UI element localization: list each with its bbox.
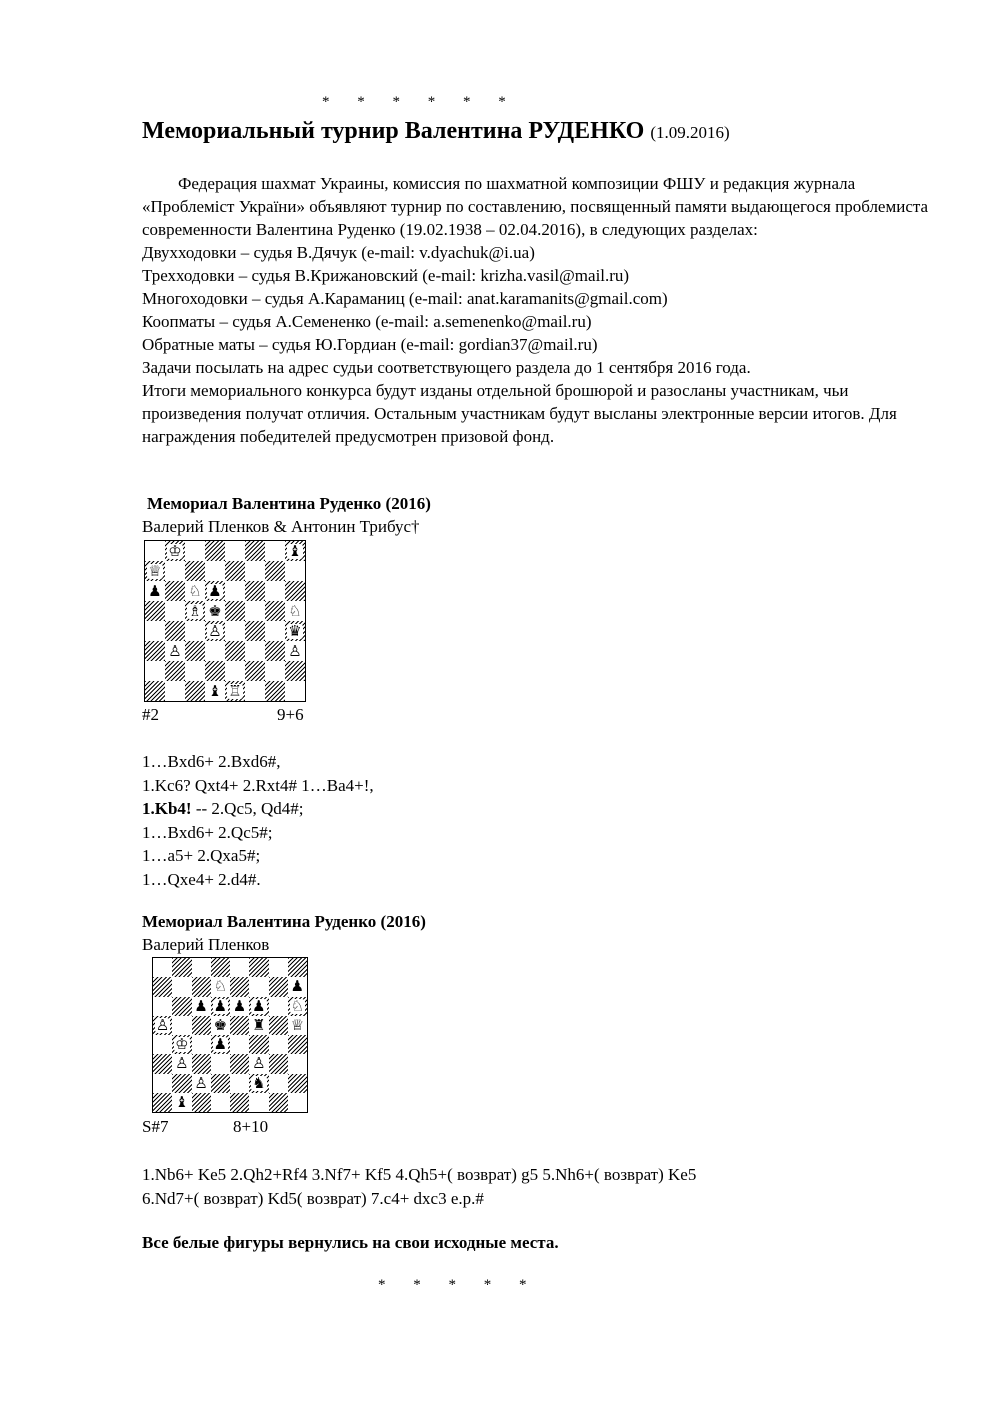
board-square xyxy=(245,581,265,601)
problem2-solution xyxy=(142,1163,696,1210)
board-square xyxy=(269,1016,288,1035)
board-square xyxy=(165,681,185,701)
board-square xyxy=(165,601,185,621)
board-square xyxy=(192,1093,211,1112)
board-square xyxy=(172,997,191,1016)
board-square xyxy=(288,1093,307,1112)
board-square xyxy=(230,958,249,977)
black-pawn-icon: ♟ xyxy=(290,977,305,996)
board-square xyxy=(185,641,205,661)
board-square xyxy=(225,601,245,621)
white-pawn-icon: ♙ xyxy=(175,1054,189,1073)
board-square xyxy=(211,1035,230,1054)
board-square xyxy=(192,997,211,1016)
board-square xyxy=(245,681,265,701)
white-pawn-icon: ♙ xyxy=(168,641,182,660)
white-knight-icon: ♘ xyxy=(288,601,302,620)
board-square xyxy=(185,681,205,701)
board-square xyxy=(172,958,191,977)
board-square xyxy=(145,681,165,701)
problem1-material: 9+6 xyxy=(277,705,304,724)
solution-line: 1…a5+ 2.Qxa5#; xyxy=(142,846,261,865)
deadline-text: Задачи посылать на адрес судьи соответствующего раздела до 1 сентября 2016 года. xyxy=(142,358,751,377)
solution-line: 1…Bxd6+ 2.Qc5#; xyxy=(142,822,273,842)
board-square xyxy=(165,641,185,661)
board-square xyxy=(285,581,305,601)
board-square xyxy=(145,621,165,641)
white-knight-icon: ♘ xyxy=(188,581,202,600)
board-square xyxy=(172,1035,191,1054)
board-square xyxy=(153,1016,172,1035)
board-square xyxy=(185,661,205,681)
board-square xyxy=(165,621,185,641)
black-king-icon: ♚ xyxy=(213,1015,228,1034)
board-square xyxy=(145,581,165,601)
board-square xyxy=(153,997,172,1016)
black-pawn-icon: ♟ xyxy=(194,996,208,1015)
board-square xyxy=(145,541,165,561)
board-square xyxy=(269,1035,288,1054)
board-square xyxy=(225,641,245,661)
board-square xyxy=(185,541,205,561)
board-square xyxy=(285,541,305,561)
board-square xyxy=(269,1093,288,1112)
section-line: Многоходовки – судья А.Караманиц (e-mail: anat.karamanits@gmail.com) xyxy=(142,289,668,308)
board-square xyxy=(211,1016,230,1035)
board-square xyxy=(165,661,185,681)
board-square xyxy=(245,541,265,561)
board-square xyxy=(269,958,288,977)
board-square xyxy=(245,661,265,681)
board-square xyxy=(230,1016,249,1035)
board-square xyxy=(172,1016,191,1035)
board-square xyxy=(165,541,185,561)
black-king-icon: ♚ xyxy=(208,601,222,620)
board-square xyxy=(288,1074,307,1093)
board-square xyxy=(172,1054,191,1073)
board-square xyxy=(230,997,249,1016)
black-pawn-icon: ♟ xyxy=(252,996,266,1015)
black-queen-icon: ♛ xyxy=(288,621,302,640)
board-square xyxy=(285,621,305,641)
stars-bottom: * * * * * xyxy=(378,1277,539,1293)
board-square xyxy=(269,1054,288,1073)
black-pawn-icon: ♟ xyxy=(232,996,247,1015)
board-square xyxy=(153,1054,172,1073)
white-pawn-icon: ♙ xyxy=(252,1054,266,1073)
board-square xyxy=(145,561,165,581)
black-pawn-icon: ♟ xyxy=(148,581,162,600)
announcement xyxy=(142,172,932,448)
section-line: Коопматы – судья А.Семененко (e-mail: a.semenenko@mail.ru) xyxy=(142,312,592,331)
board-square xyxy=(288,1016,307,1035)
board-square xyxy=(205,641,225,661)
board-square xyxy=(225,621,245,641)
white-rook-icon: ♖ xyxy=(228,681,242,700)
board-square xyxy=(225,541,245,561)
black-pawn-icon: ♟ xyxy=(213,1035,228,1054)
problem2-authors: Валерий Пленков xyxy=(142,935,270,954)
board-square xyxy=(145,601,165,621)
board-square xyxy=(249,977,268,996)
board-square xyxy=(230,1093,249,1112)
board-square xyxy=(265,561,285,581)
white-king-icon: ♔ xyxy=(175,1035,189,1054)
board-square xyxy=(285,661,305,681)
board-square xyxy=(285,561,305,581)
white-queen-icon: ♕ xyxy=(148,561,162,580)
problem1-solution xyxy=(142,750,374,891)
board-square xyxy=(192,977,211,996)
board-square xyxy=(249,997,268,1016)
board-square xyxy=(165,561,185,581)
white-bishop-icon: ♗ xyxy=(188,601,202,620)
board-square xyxy=(225,681,245,701)
board-square xyxy=(211,1054,230,1073)
black-bishop-icon: ♝ xyxy=(208,681,222,700)
solution-line: 1.Kc6? Qxt4+ 2.Rxt4# 1…Ba4+!, xyxy=(142,775,374,795)
board-square xyxy=(192,1054,211,1073)
board-square xyxy=(205,541,225,561)
problem2-note: Все белые фигуры вернулись на свои исходные места. xyxy=(142,1233,559,1252)
board-square xyxy=(269,997,288,1016)
board-square xyxy=(265,661,285,681)
board-square xyxy=(185,601,205,621)
white-knight-icon: ♘ xyxy=(213,977,228,996)
board-square xyxy=(249,1035,268,1054)
black-knight-icon: ♞ xyxy=(252,1073,266,1092)
board-square xyxy=(225,581,245,601)
board-square xyxy=(185,581,205,601)
board-square xyxy=(172,1074,191,1093)
board-square xyxy=(145,641,165,661)
board-square xyxy=(172,977,191,996)
board-square xyxy=(245,561,265,581)
board-square xyxy=(192,1016,211,1035)
board-square xyxy=(211,997,230,1016)
board-square xyxy=(205,561,225,581)
board-square xyxy=(230,1074,249,1093)
board-square xyxy=(249,1054,268,1073)
board-square xyxy=(205,621,225,641)
black-bishop-icon: ♝ xyxy=(288,541,302,560)
board-square xyxy=(211,977,230,996)
problem2-heading: Мемориал Валентина Руденко (2016) xyxy=(142,912,426,931)
white-king-icon: ♔ xyxy=(168,541,182,560)
chess-diagram-2 xyxy=(152,957,308,1113)
board-square xyxy=(249,1016,268,1035)
board-square xyxy=(288,997,307,1016)
white-pawn-icon: ♙ xyxy=(155,1015,170,1034)
white-queen-icon: ♕ xyxy=(290,1015,305,1034)
black-bishop-icon: ♝ xyxy=(175,1092,189,1111)
board-square xyxy=(265,621,285,641)
board-square xyxy=(145,661,165,681)
black-rook-icon: ♜ xyxy=(252,1015,266,1034)
board-square xyxy=(153,1074,172,1093)
board-square xyxy=(249,1093,268,1112)
white-knight-icon: ♘ xyxy=(290,996,305,1015)
board-square xyxy=(245,641,265,661)
section-line: Обратные маты – судья Ю.Гордиан (e-mail: gordian37@mail.ru) xyxy=(142,335,598,354)
board-square xyxy=(285,641,305,661)
stars-top: * * * * * * xyxy=(322,94,518,110)
board-square xyxy=(265,641,285,661)
results-text: Итоги мемориального конкурса будут изданы отдельной брошюрой и разосланы участникам, чьи произведения получат отличия. Остальным участникам будут высланы электронные версии итогов. Для награждения победителей предусмотрен призовой фонд. xyxy=(142,381,897,446)
board-square xyxy=(288,977,307,996)
board-square xyxy=(288,958,307,977)
title-date: (1.09.2016) xyxy=(650,123,730,142)
solution-line: 6.Nd7+( возврат) Kd5( возврат) 7.c4+ dxc3 e.p.# xyxy=(142,1188,484,1208)
intro-paragraph: Федерация шахмат Украины, комиссия по шахматной композиции ФШУ и редакция журнала «Проблеміст України» объявляют турнир по составлению, посвященный памяти выдающегося проблемиста современности Валентина Руденко (19.02.1938 – 02.04.2016), в следующих разделах: xyxy=(142,174,929,239)
board-square xyxy=(211,1074,230,1093)
problem1-heading: Мемориал Валентина Руденко (2016) xyxy=(147,494,431,513)
board-square xyxy=(269,1074,288,1093)
section-line: Трехходовки – судья В.Крижановский (e-mail: krizha.vasil@mail.ru) xyxy=(142,266,630,285)
board-square xyxy=(185,561,205,581)
board-square xyxy=(205,581,225,601)
board-square xyxy=(288,1035,307,1054)
board-square xyxy=(249,1074,268,1093)
board-square xyxy=(205,601,225,621)
solution-line xyxy=(142,797,374,821)
board-square xyxy=(192,958,211,977)
board-square xyxy=(225,561,245,581)
chess-diagram-1 xyxy=(144,540,306,702)
key-move: 1.Kb4! xyxy=(142,799,192,818)
board-square xyxy=(153,977,172,996)
white-pawn-icon: ♙ xyxy=(194,1073,208,1092)
board-square xyxy=(192,1074,211,1093)
board-square xyxy=(269,977,288,996)
board-square xyxy=(205,681,225,701)
board-square xyxy=(230,1054,249,1073)
board-square xyxy=(285,601,305,621)
board-square xyxy=(153,958,172,977)
board-square xyxy=(211,958,230,977)
section-line: Двухходовки – судья В.Дячук (e-mail: v.dyachuk@i.ua) xyxy=(142,243,535,262)
solution-line: 1…Qxe4+ 2.d4#. xyxy=(142,869,261,889)
board-square xyxy=(230,1035,249,1054)
board-square xyxy=(153,1093,172,1112)
board-square xyxy=(230,977,249,996)
board-square xyxy=(172,1093,191,1112)
title-main: Мемориальный турнир Валентина РУДЕНКО xyxy=(142,118,645,144)
board-square xyxy=(185,621,205,641)
board-square xyxy=(285,681,305,701)
white-pawn-icon: ♙ xyxy=(288,641,302,660)
board-square xyxy=(249,958,268,977)
board-square xyxy=(165,581,185,601)
black-pawn-icon: ♟ xyxy=(208,581,222,600)
solution-line: 1.Nb6+ Ke5 2.Qh2+Rf4 3.Nf7+ Kf5 4.Qh5+( возврат) g5 5.Nh6+( возврат) Ke5 xyxy=(142,1165,697,1184)
solution-line: 1…Bxd6+ 2.Bxd6#, xyxy=(142,752,281,771)
board-square xyxy=(265,681,285,701)
white-pawn-icon: ♙ xyxy=(208,621,222,640)
problem2-material: 8+10 xyxy=(233,1117,269,1136)
board-square xyxy=(265,581,285,601)
black-pawn-icon: ♟ xyxy=(213,996,228,1015)
board-square xyxy=(205,661,225,681)
page-title xyxy=(142,118,730,145)
board-square xyxy=(288,1054,307,1073)
board-square xyxy=(153,1035,172,1054)
board-square xyxy=(265,601,285,621)
board-square xyxy=(192,1035,211,1054)
board-square xyxy=(245,601,265,621)
board-square xyxy=(245,621,265,641)
problem2-stipulation: S#7 xyxy=(142,1117,169,1136)
problem1-stipulation: #2 xyxy=(142,705,159,724)
problem1-authors: Валерий Пленков & Антонин Трибус† xyxy=(142,517,420,536)
board-square xyxy=(211,1093,230,1112)
board-square xyxy=(265,541,285,561)
board-square xyxy=(225,661,245,681)
key-move-rest: -- 2.Qc5, Qd4#; xyxy=(191,799,304,818)
